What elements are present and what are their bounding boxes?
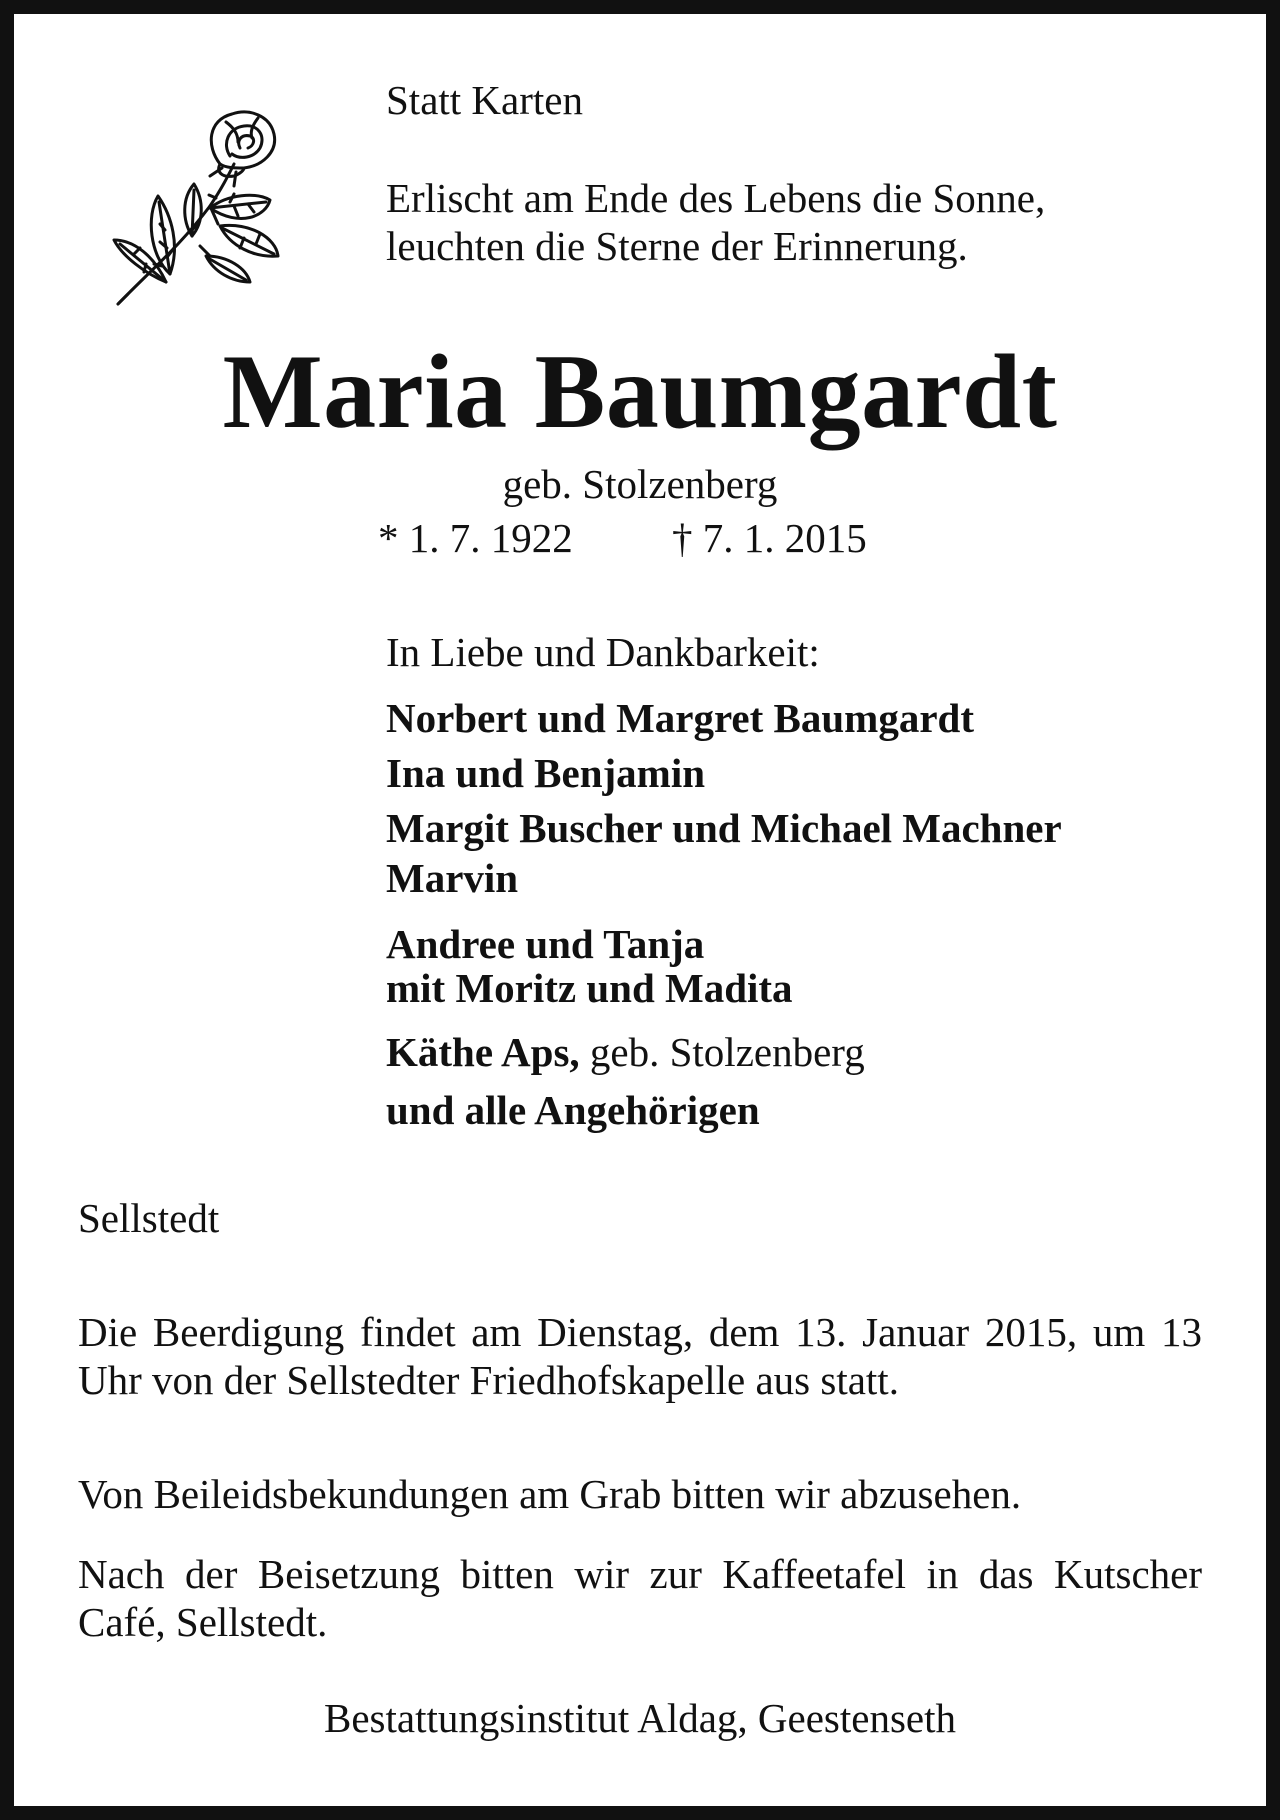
quote-line-1: Erlischt am Ende des Lebens die Sonne,	[386, 175, 1046, 221]
mourner-line: Margit Buscher und Michael Machner	[386, 805, 1062, 851]
mourner-line: Marvin	[386, 855, 519, 901]
deceased-name: Maria Baumgardt	[222, 333, 1058, 450]
kaethe-name: Käthe Aps,	[386, 1029, 580, 1075]
birth-date: * 1. 7. 1922	[378, 515, 573, 561]
mourner-line: Norbert und Margret Baumgardt	[386, 695, 974, 741]
coffee-notice: Nach der Beisetzung bitten wir zur Kaffeetafel in das Kutscher Café, Sellstedt.	[78, 1551, 1202, 1645]
mourner-line: Andree und Tanja	[386, 921, 705, 967]
mourners-intro: In Liebe und Dankbarkeit:	[386, 629, 820, 675]
mourner-line-last: und alle Angehörigen	[386, 1087, 760, 1133]
death-date: † 7. 1. 2015	[672, 515, 867, 561]
place-label: Sellstedt	[78, 1195, 220, 1241]
kaethe-birth-name: geb. Stolzenberg	[589, 1029, 865, 1075]
statt-karten-label: Statt Karten	[386, 77, 583, 123]
mourner-line: Ina und Benjamin	[386, 750, 706, 796]
mourner-line: mit Moritz und Madita	[386, 965, 793, 1011]
undertaker-footer: Bestattungsinstitut Aldag, Geestenseth	[323, 1695, 957, 1741]
mourner-line-kaethe	[386, 1028, 865, 1076]
condolences-notice: Von Beileidsbekundungen am Grab bitten wir abzusehen.	[78, 1471, 1022, 1517]
birth-name: geb. Stolzenberg	[502, 461, 778, 507]
rose-icon	[110, 106, 300, 311]
quote-line-2: leuchten die Sterne der Erinnerung.	[386, 223, 968, 269]
funeral-notice: Die Beerdigung findet am Dienstag, dem 13. Januar 2015, um 13 Uhr von der Sellstedter Friedhofskapelle aus statt.	[78, 1309, 1202, 1403]
